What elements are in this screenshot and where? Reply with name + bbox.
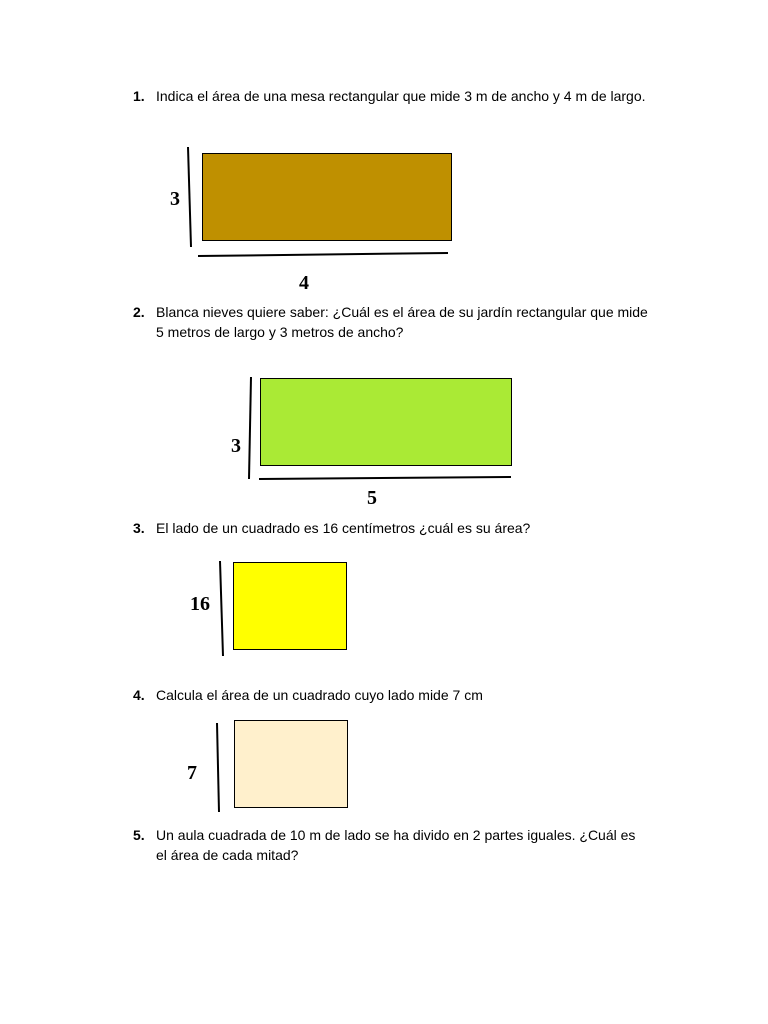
question-2-bottom-label: 5 [367,487,377,509]
question-3-number: 3. [133,520,145,536]
question-3-square [233,562,347,650]
question-4-text: Calcula el área de un cuadrado cuyo lado mide 7 cm [156,687,483,703]
question-4-number: 4. [133,687,145,703]
question-1-bottom-label: 4 [299,272,309,294]
question-5-number: 5. [133,827,145,843]
question-1-bottom-line [197,251,449,259]
question-1-side-label: 3 [170,188,180,210]
question-5-text: Un aula cuadrada de 10 m de lado se ha divido en 2 partes iguales. ¿Cuál es el área de cada mitad? [156,827,636,863]
question-1-rectangle [202,153,452,241]
question-1-number: 1. [133,88,145,104]
question-2-rectangle [260,378,512,466]
question-4-side-line [215,722,223,814]
question-1-text: Indica el área de una mesa rectangular que mide 3 m de ancho y 4 m de largo. [156,88,646,104]
question-2-side-label: 3 [231,435,241,457]
question-3-side-line [218,560,226,658]
question-2-side-line [246,376,254,480]
question-2-text: Blanca nieves quiere saber: ¿Cuál es el área de su jardín rectangular que mide 5 metros de largo y 3 metros de ancho? [156,304,648,340]
question-1-side-line [186,146,194,248]
question-2-bottom-line [258,474,512,482]
question-2-number: 2. [133,304,145,320]
question-3-side-label: 16 [190,593,210,615]
question-3-text: El lado de un cuadrado es 16 centímetros ¿cuál es su área? [156,520,531,536]
question-4-square [234,720,348,808]
question-4-side-label: 7 [187,762,197,784]
